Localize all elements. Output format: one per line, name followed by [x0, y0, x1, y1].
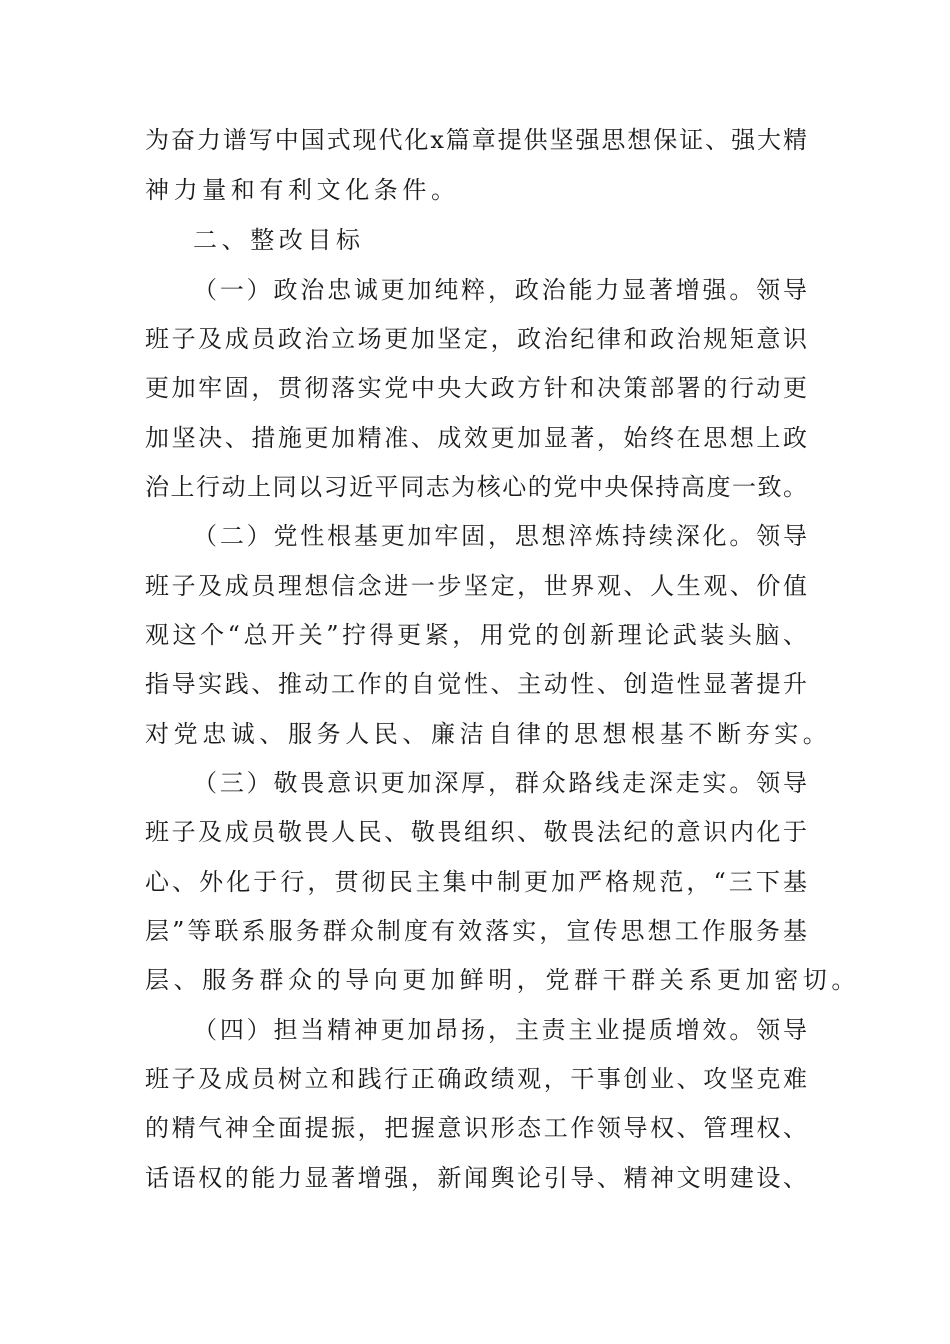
subsection-2-lead: （二）党性根基更加牢固，思想淬炼持续深化。领导 [193, 522, 807, 550]
paragraph-line: 班子及成员政治立场更加坚定，政治纪律和政治规矩意识 [145, 325, 807, 353]
paragraph-line: 加坚决、措施更加精准、成效更加显著，始终在思想上政 [145, 424, 807, 452]
paragraph-line: 指导实践、推动工作的自觉性、主动性、创造性显著提升 [145, 670, 807, 698]
section-heading: 二、整改目标 [193, 226, 365, 254]
paragraph-line: 的精气神全面提振，把握意识形态工作领导权、管理权、 [145, 1114, 807, 1142]
paragraph-line: 对党忠诚、服务人民、廉洁自律的思想根基不断夯实。 [145, 720, 832, 748]
paragraph-line: 神力量和有利文化条件。 [145, 176, 460, 204]
paragraph-line: 层”等联系服务群众制度有效落实，宣传思想工作服务基 [145, 917, 807, 945]
paragraph-line: 治上行动上同以习近平同志为核心的党中央保持高度一致。 [145, 473, 807, 501]
paragraph-line: 班子及成员敬畏人民、敬畏组织、敬畏法纪的意识内化于 [145, 818, 807, 846]
paragraph-line: 观这个“总开关”拧得更紧，用党的创新理论武装头脑、 [145, 621, 807, 649]
paragraph-line: 班子及成员理想信念进一步坚定，世界观、人生观、价值 [145, 572, 807, 600]
subsection-1-lead: （一）政治忠诚更加纯粹，政治能力显著增强。领导 [193, 276, 807, 304]
subsection-4-lead: （四）担当精神更加昂扬，主责主业提质增效。领导 [193, 1016, 807, 1044]
paragraph-line: 心、外化于行，贯彻民主集中制更加严格规范，“三下基 [145, 868, 807, 896]
paragraph-line: 为奋力谱写中国式现代化x篇章提供坚强思想保证、强大精 [145, 126, 807, 154]
paragraph-line: 班子及成员树立和践行正确政绩观，干事创业、攻坚克难 [145, 1065, 807, 1093]
paragraph-line: 层、服务群众的导向更加鲜明，党群干群关系更加密切。 [145, 966, 860, 994]
paragraph-line: 更加牢固，贯彻落实党中央大政方针和决策部署的行动更 [145, 374, 807, 402]
subsection-3-lead: （三）敬畏意识更加深厚，群众路线走深走实。领导 [193, 769, 807, 797]
paragraph-line: 话语权的能力显著增强，新闻舆论引导、精神文明建设、 [145, 1164, 807, 1192]
